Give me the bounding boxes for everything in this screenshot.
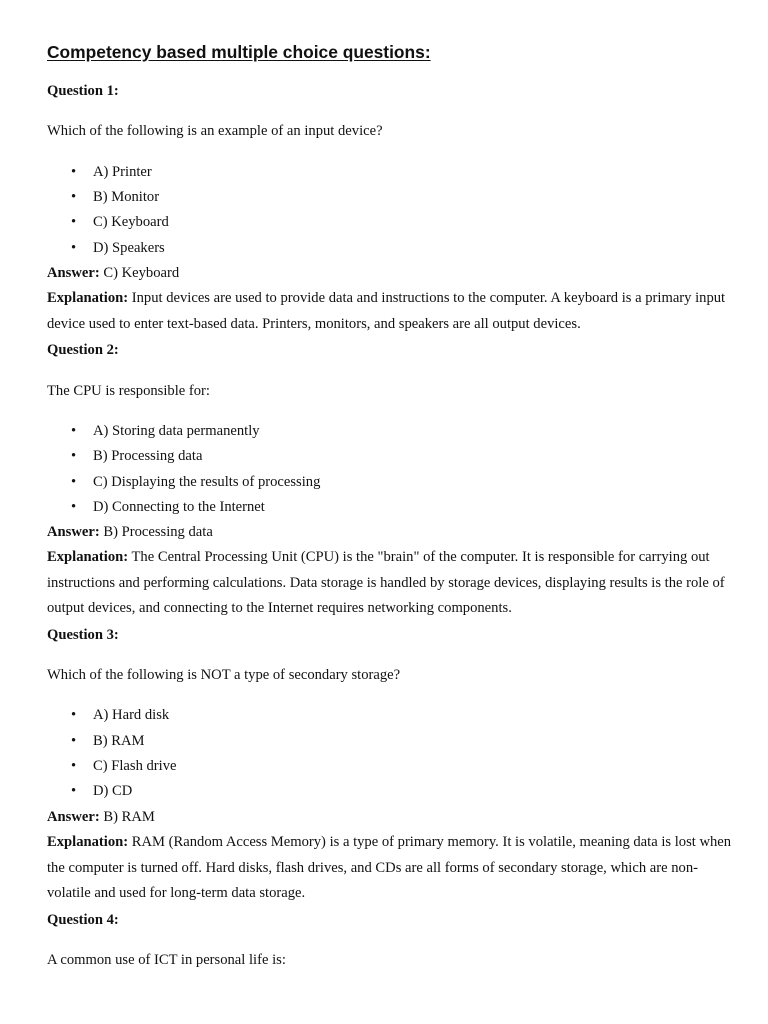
question-heading: Question 3: <box>47 627 119 643</box>
question-text: The CPU is responsible for: <box>47 383 210 399</box>
answer-line <box>47 265 179 282</box>
option-label: D) CD <box>93 783 133 799</box>
answer-label: Answer: <box>47 265 100 281</box>
question-text: Which of the following is NOT a type of secondary storage? <box>47 667 401 683</box>
question-heading: Question 4: <box>47 912 119 928</box>
answer-option <box>71 189 160 206</box>
explanation-text: Input devices are used to provide data and instructions to the computer. A keyboard is a primary input device used to enter text-based data. Printers, monitors, and speakers are all output devices. <box>47 290 726 332</box>
answer-option <box>71 733 145 750</box>
option-label: B) RAM <box>93 733 145 749</box>
answer-option <box>71 783 133 800</box>
bullet-icon: • <box>71 214 77 230</box>
option-label: C) Flash drive <box>93 758 177 774</box>
question-heading: Question 1: <box>47 83 119 99</box>
bullet-icon: • <box>71 758 77 774</box>
explanation-paragraph <box>47 545 737 622</box>
bullet-icon: • <box>71 499 77 515</box>
option-label: C) Keyboard <box>93 214 169 230</box>
option-label: A) Printer <box>93 164 152 180</box>
bullet-icon: • <box>71 240 77 256</box>
option-label: B) Processing data <box>93 448 203 464</box>
answer-option <box>71 474 321 491</box>
bullet-icon: • <box>71 448 77 464</box>
answer-option <box>71 240 165 257</box>
question-text: A common use of ICT in personal life is: <box>47 952 286 968</box>
option-label: B) Monitor <box>93 189 160 205</box>
explanation-text: The Central Processing Unit (CPU) is the "brain" of the computer. It is responsible for carrying out instructions and performing calculations. Data storage is handled by storage devices, displaying results is the role of output devices, and connecting to the Internet requires networking components. <box>47 549 725 617</box>
question-text: Which of the following is an example of an input device? <box>47 123 383 139</box>
bullet-icon: • <box>71 189 77 205</box>
answer-option <box>71 164 152 181</box>
explanation-label: Explanation: <box>47 549 129 565</box>
explanation-paragraph <box>47 286 737 337</box>
answer-option <box>71 499 265 516</box>
explanation-text: RAM (Random Access Memory) is a type of primary memory. It is volatile, meaning data is lost when the computer is turned off. Hard disks, flash drives, and CDs are all forms of secondary storage, which are non-volatile and used for long-term data storage. <box>47 834 732 902</box>
explanation-label: Explanation: <box>47 290 129 306</box>
option-label: C) Displaying the results of processing <box>93 474 321 490</box>
option-label: A) Storing data permanently <box>93 423 260 439</box>
bullet-icon: • <box>71 164 77 180</box>
bullet-icon: • <box>71 423 77 439</box>
answer-value: C) Keyboard <box>103 265 180 281</box>
answer-line <box>47 809 155 826</box>
bullet-icon: • <box>71 783 77 799</box>
answer-line <box>47 524 213 541</box>
explanation-label: Explanation: <box>47 834 129 850</box>
answer-option <box>71 214 169 231</box>
answer-option <box>71 758 177 775</box>
answer-option <box>71 448 203 465</box>
answer-option <box>71 707 170 724</box>
answer-value: B) RAM <box>103 809 155 825</box>
answer-label: Answer: <box>47 524 100 540</box>
answer-label: Answer: <box>47 809 100 825</box>
document-title: Competency based multiple choice questions: <box>47 42 431 62</box>
bullet-icon: • <box>71 733 77 749</box>
question-heading: Question 2: <box>47 342 119 358</box>
option-label: A) Hard disk <box>93 707 170 723</box>
bullet-icon: • <box>71 707 77 723</box>
bullet-icon: • <box>71 474 77 490</box>
answer-value: B) Processing data <box>103 524 213 540</box>
answer-option <box>71 423 260 440</box>
option-label: D) Speakers <box>93 240 165 256</box>
option-label: D) Connecting to the Internet <box>93 499 265 515</box>
explanation-paragraph <box>47 830 737 907</box>
